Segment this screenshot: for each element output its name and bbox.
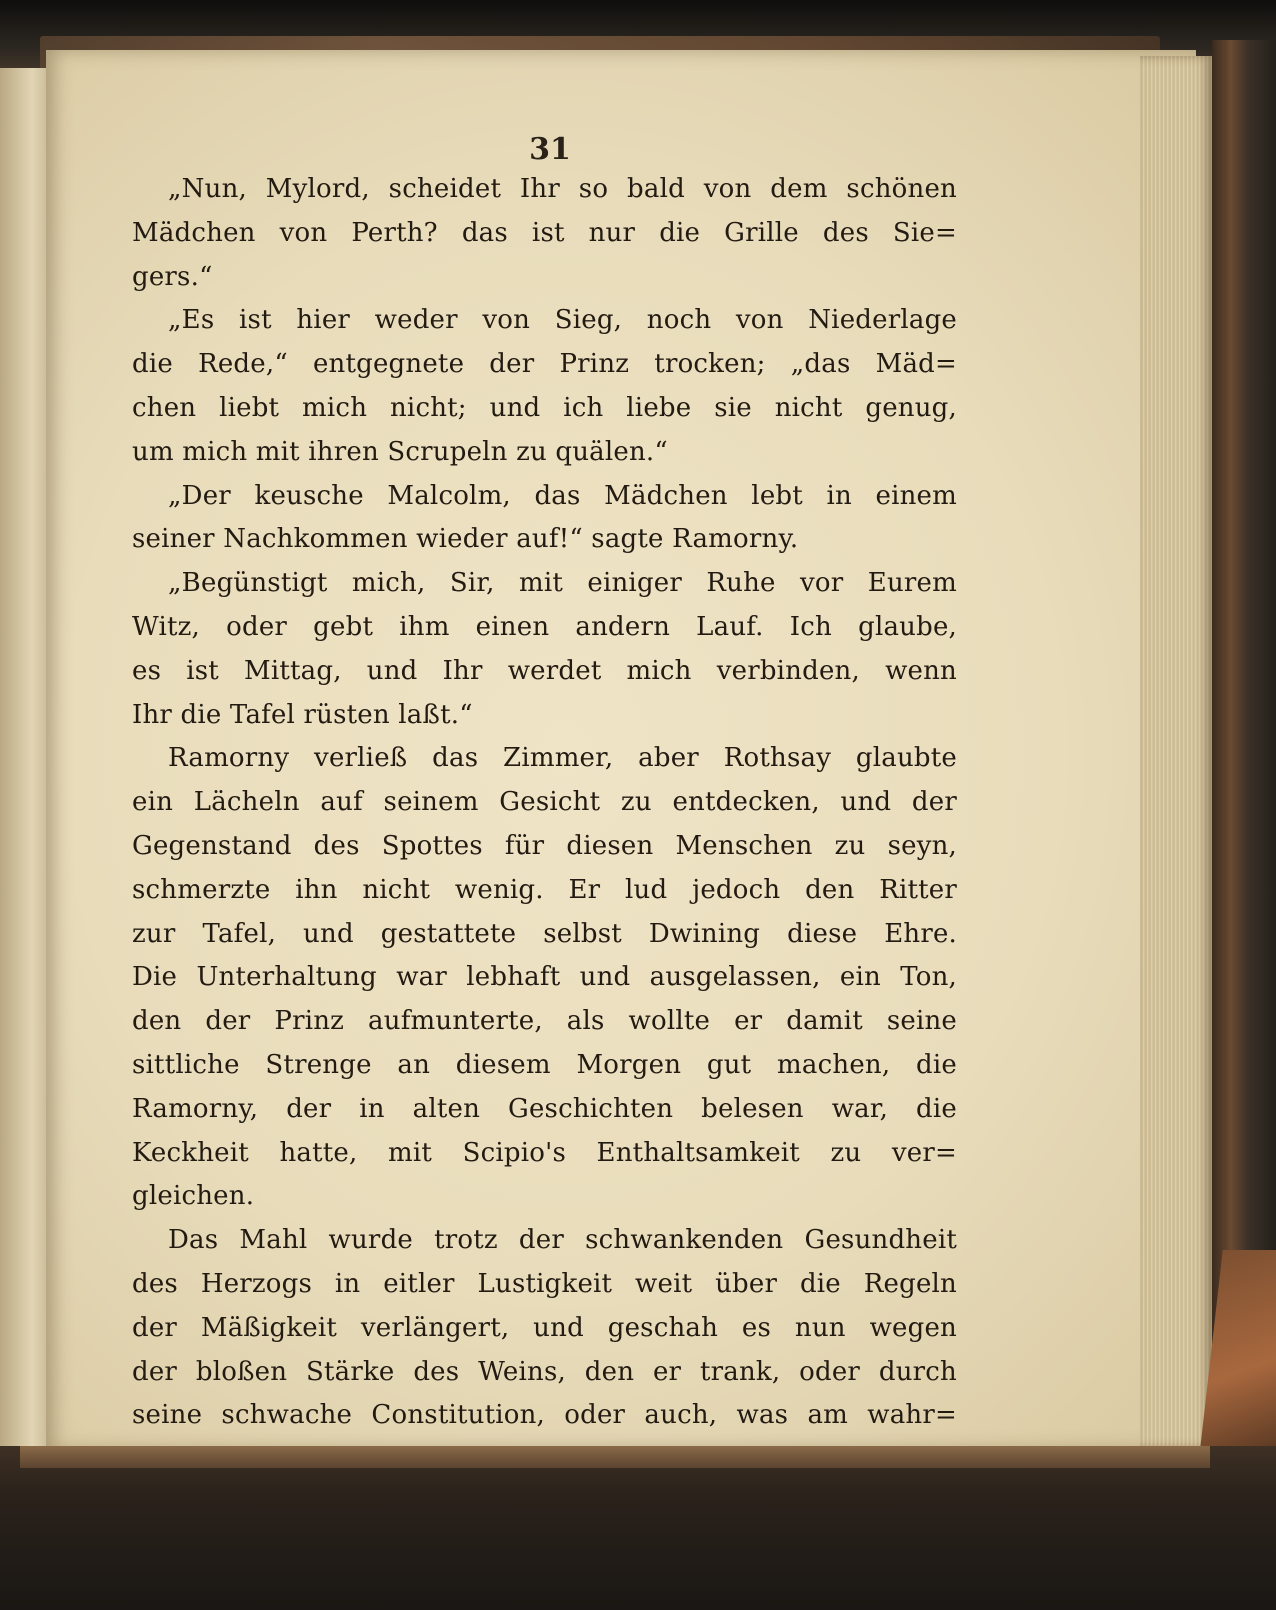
page-stack-edges (1140, 56, 1212, 1448)
text-line: „Es ist hier weder von Sieg, noch von Niederlage (168, 305, 957, 336)
text-line: seine schwache Constitution, oder auch, was am wahr= (132, 1400, 957, 1431)
body-text (132, 168, 957, 1438)
text-line: gleichen. (132, 1181, 255, 1212)
text-line: gers.“ (132, 261, 213, 292)
text-line: ein Lächeln auf seinem Gesicht zu entdecken, und der (132, 787, 957, 818)
text-line: um mich mit ihren Scrupeln zu quälen.“ (132, 436, 668, 467)
text-line: „Begünstigt mich, Sir, mit einiger Ruhe vor Eurem (168, 568, 957, 599)
book-cover-bottom-lip (20, 1446, 1210, 1468)
text-line: der bloßen Stärke des Weins, den er trank, oder durch (132, 1356, 957, 1387)
text-line: der Mäßigkeit verlängert, und geschah es nun wegen (132, 1312, 957, 1343)
paragraph (132, 737, 957, 1219)
text-line: Ramorny, der in alten Geschichten belesen war, die (132, 1093, 957, 1124)
text-line: Witz, oder gebt ihm einen andern Lauf. Ich glaube, (132, 611, 957, 642)
text-line: seiner Nachkommen wieder auf!“ sagte Ramorny. (132, 524, 799, 555)
paragraph (132, 1219, 957, 1438)
paragraph (132, 299, 957, 474)
book-cover-right (1212, 40, 1276, 1460)
text-line: schmerzte ihn nicht wenig. Er lud jedoch den Ritter (132, 874, 957, 905)
text-line: Mädchen von Perth? das ist nur die Grille des Sie= (132, 217, 957, 248)
paragraph (132, 475, 957, 563)
text-line: die Rede,“ entgegnete der Prinz trocken; „das Mäd= (132, 349, 957, 380)
text-line: Ihr die Tafel rüsten laßt.“ (132, 699, 473, 730)
text-line: des Herzogs in eitler Lustigkeit weit über die Regeln (132, 1268, 957, 1299)
facing-page-edge (0, 68, 46, 1448)
paragraph (132, 168, 957, 299)
text-line: Das Mahl wurde trotz der schwankenden Gesundheit (168, 1225, 957, 1256)
text-line: Keckheit hatte, mit Scipio's Enthaltsamkeit zu ver= (132, 1137, 957, 1168)
book-cover-bottom (0, 1446, 1276, 1610)
paragraph (132, 562, 957, 737)
text-line: Die Unterhaltung war lebhaft und ausgelassen, ein Ton, (132, 962, 957, 993)
text-line: den der Prinz aufmunterte, als wollte er damit seine (132, 1006, 957, 1037)
text-line: sittliche Strenge an diesem Morgen gut machen, die (132, 1049, 957, 1080)
text-line: Gegenstand des Spottes für diesen Menschen zu seyn, (132, 830, 957, 861)
text-line: zur Tafel, und gestattete selbst Dwining diese Ehre. (132, 918, 957, 949)
text-line: „Nun, Mylord, scheidet Ihr so bald von dem schönen (168, 174, 957, 204)
text-line: „Der keusche Malcolm, das Mädchen lebt in einem (168, 480, 957, 511)
text-line: chen liebt mich nicht; und ich liebe sie nicht genug, (132, 392, 957, 423)
text-line: Ramorny verließ das Zimmer, aber Rothsay glaubte (168, 743, 957, 774)
text-line: es ist Mittag, und Ihr werdet mich verbinden, wenn (132, 655, 957, 686)
page-number: 31 (529, 132, 571, 167)
